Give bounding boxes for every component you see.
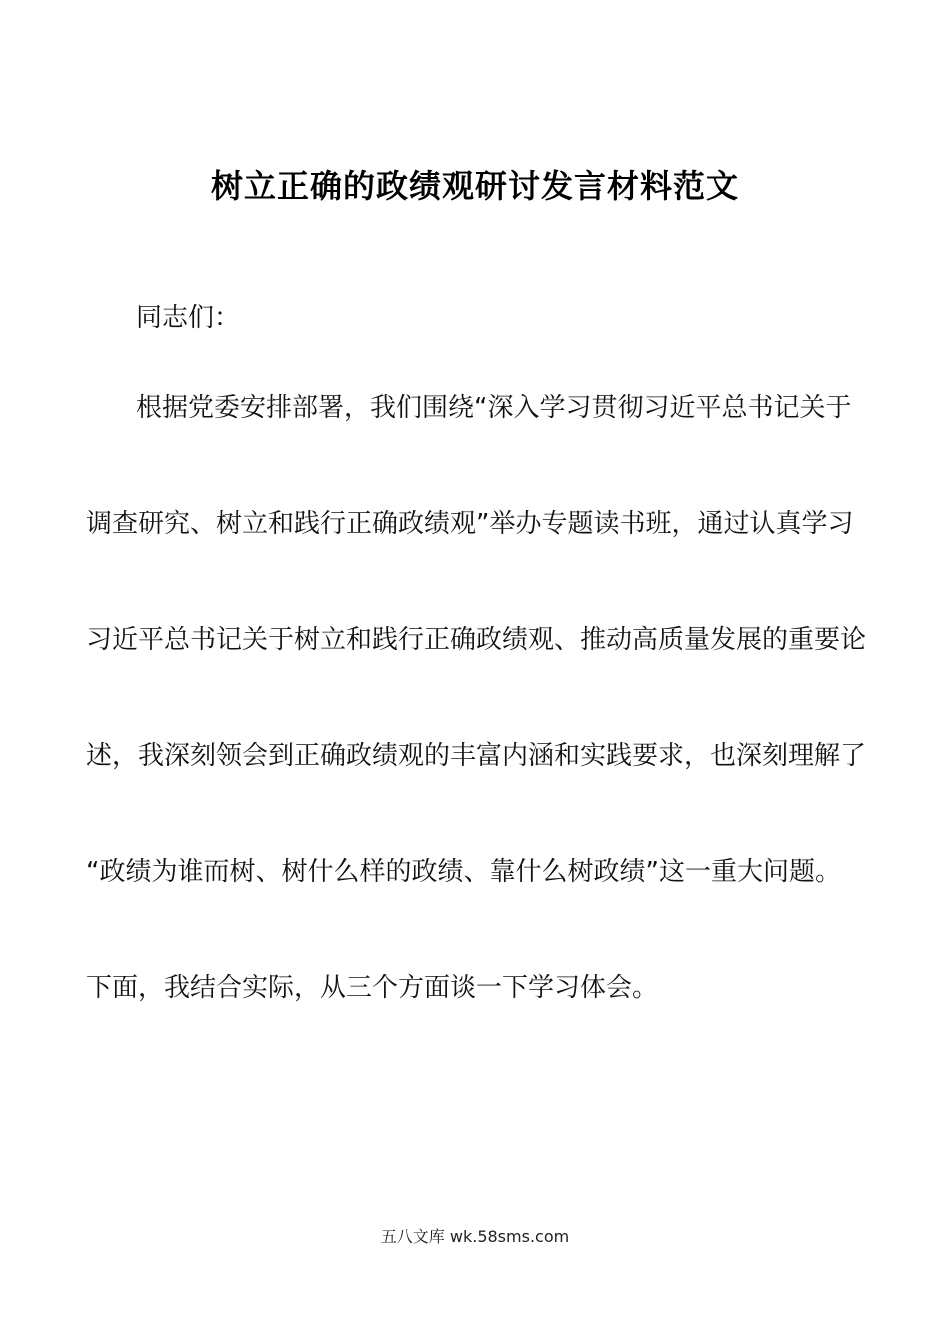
body-paragraph — [86, 388, 868, 1084]
document-title: 树立正确的政绩观研讨发言材料范文 — [210, 167, 739, 205]
paragraph-line: 述，我深刻领会到正确政绩观的丰富内涵和实践要求，也深刻理解了 — [86, 741, 867, 771]
paragraph-line: 调查研究、树立和践行正确政绩观”举办专题读书班，通过认真学习 — [86, 509, 854, 539]
salutation: 同志们： — [136, 303, 241, 333]
paragraph-line: “政绩为谁而树、树什么样的政绩、靠什么树政绩”这一重大问题。 — [86, 857, 841, 887]
paragraph-line: 根据党委安排部署，我们围绕“深入学习贯彻习近平总书记关于 — [136, 393, 852, 423]
paragraph-line: 习近平总书记关于树立和践行正确政绩观、推动高质量发展的重要论 — [86, 625, 867, 655]
paragraph-line: 下面，我结合实际，从三个方面谈一下学习体会。 — [86, 973, 659, 1003]
footer-watermark: 五八文库 wk.58sms.com — [380, 1227, 570, 1246]
